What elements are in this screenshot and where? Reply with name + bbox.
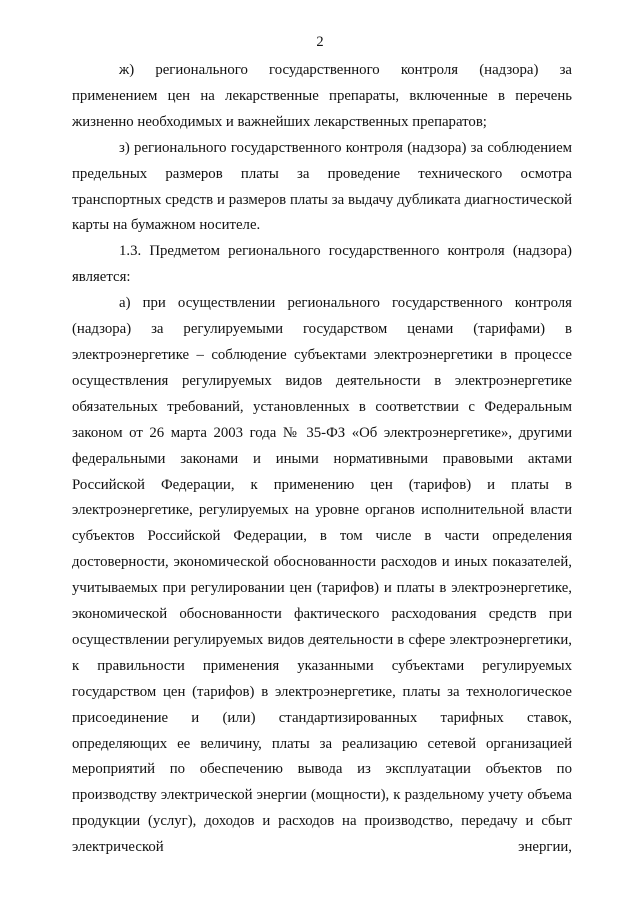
paragraph-zh: ж) регионального государственного контроля (надзора) за применением цен на лекарственные препараты, включенные в перечень жизненно необходимых и важнейших лекарственных препаратов; [72, 62, 572, 130]
page-number: 2 [316, 34, 324, 50]
paragraph-a: а) при осуществлении регионального государственного контроля (надзора) за регулируемыми государством ценами (тарифами) в электроэнергетике – соблюдение субъектами электроэнергетики в процессе осуществления регулируемых видов деятельности в электроэнергетике обязательных требований, установленных в соответствии с Федеральным законом от 26 марта 2003 года № 35-ФЗ «Об электроэнергетике», другими федеральными законами и иными нормативными правовыми актами Российской Федерации, к применению цен (тарифов) и платы в электроэнергетике, регулируемых на уровне органов исполнительной власти субъектов Российской Федерации, в том числе в части определения достоверности, экономической обоснованности расходов и иных показателей, учитываемых при регулировании цен (тарифов) и платы в электроэнергетике, экономической обоснованности фактического расходования средств при осуществлении регулируемых видов деятельности в сфере электроэнергетики, к правильности применения указанными субъектами регулируемых государством цен (тарифов) в электроэнергетике, платы за технологическое присоединение и (или) стандартизированных тарифных ставок, определяющих ее величину, платы за реализацию сетевой организацией мероприятий по обеспечению вывода из эксплуатации объектов по производству электрической энергии (мощности), к раздельному учету объема продукции (услуг), доходов и расходов на производство, передачу и сбыт электрической энергии, [72, 295, 572, 856]
paragraph-1-3: 1.3. Предметом регионального государственного контроля (надзора) является: [72, 243, 572, 286]
document-body [72, 58, 572, 861]
paragraph-z: з) регионального государственного контроля (надзора) за соблюдением предельных размеров платы за проведение технического осмотра транспортных средств и размеров платы за выдачу дубликата диагностической карты на бумажном носителе. [72, 139, 572, 234]
